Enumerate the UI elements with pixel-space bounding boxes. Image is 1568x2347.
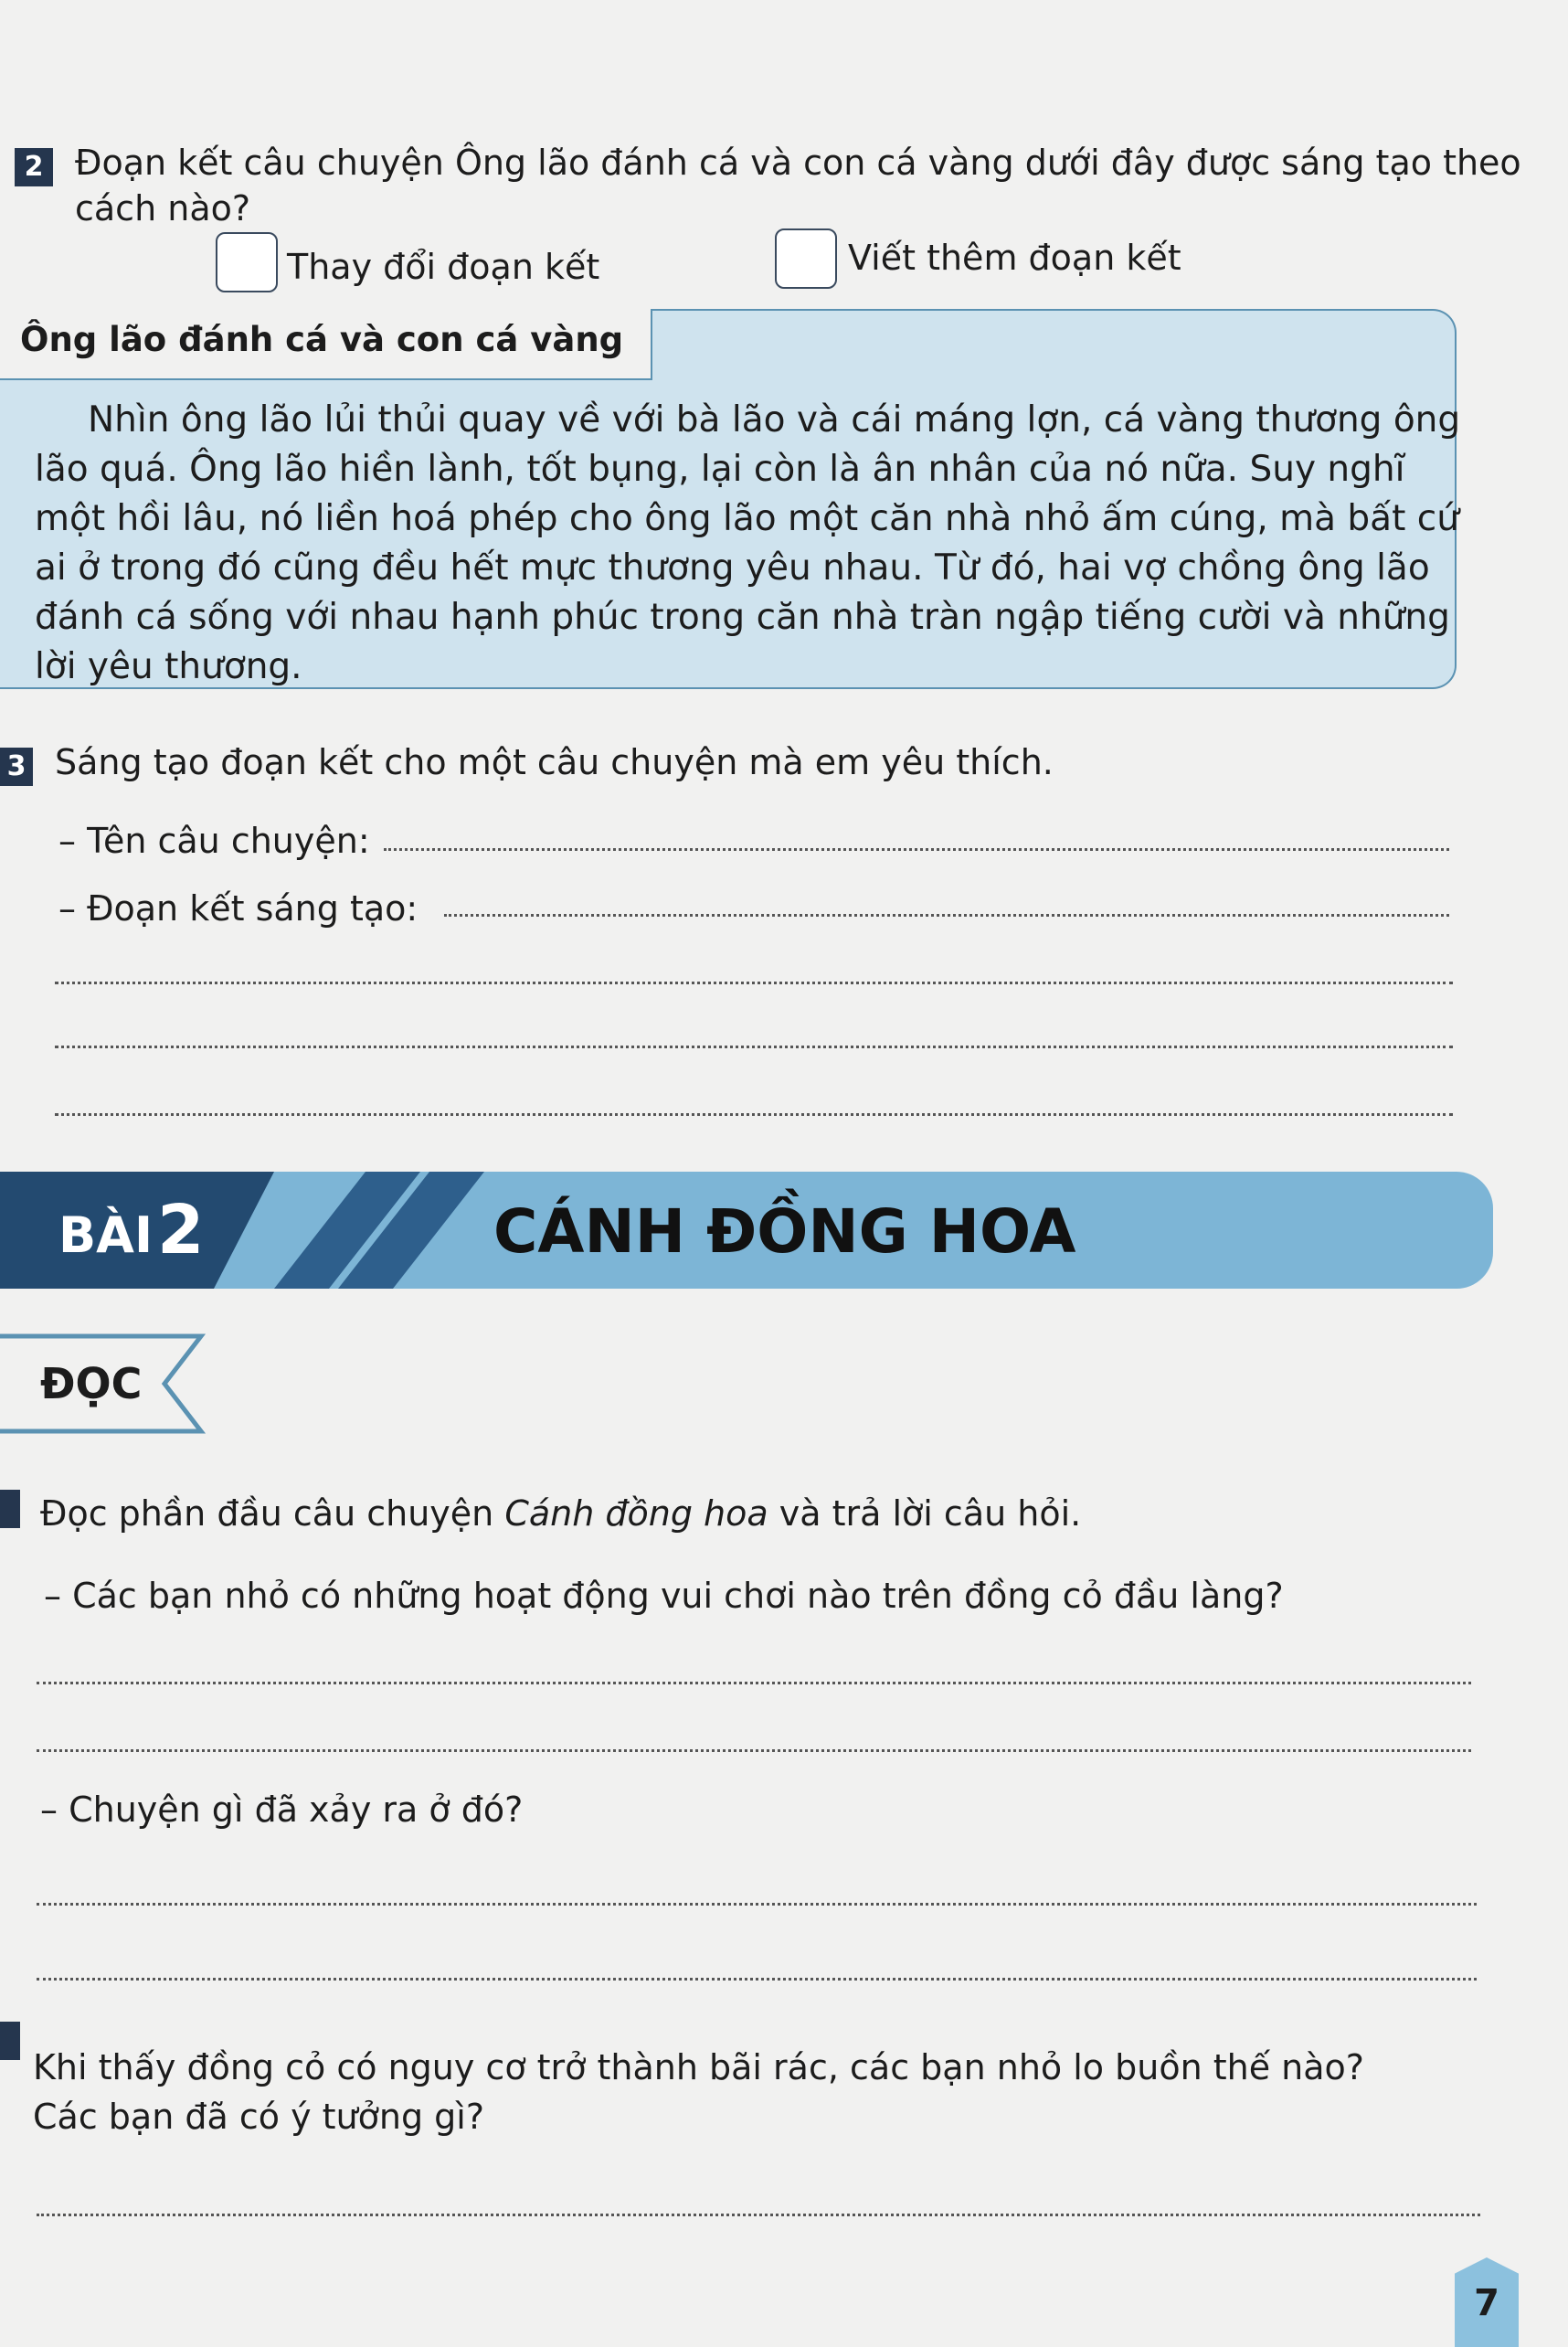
option-label-add-ending: Viết thêm đoạn kết — [848, 238, 1181, 278]
answer-line[interactable] — [55, 1046, 1453, 1048]
question-prompt-continued: Các bạn đã có ý tưởng gì? — [33, 2097, 484, 2137]
question-number-badge — [0, 2022, 20, 2060]
story-line: ai ở trong đó cũng đều hết mực thương yêu nhau. Từ đó, hai vợ chồng ông lão — [35, 547, 1430, 589]
creative-ending-label: – Đoạn kết sáng tạo: — [58, 888, 418, 929]
question-prompt: Sáng tạo đoạn kết cho một câu chuyện mà em yêu thích. — [55, 742, 1054, 782]
question-prompt: Khi thấy đồng cỏ có nguy cơ trở thành bãi rác, các bạn nhỏ lo buồn thế nào? — [33, 2047, 1364, 2087]
answer-line[interactable] — [37, 1978, 1477, 1981]
option-checkbox-add-ending[interactable] — [775, 228, 837, 289]
sub-question: – Các bạn nhỏ có những hoạt động vui chơi nào trên đồng cỏ đầu làng? — [44, 1576, 1284, 1616]
option-label-change-ending: Thay đổi đoạn kết — [287, 247, 600, 287]
lesson-number: 2 — [157, 1191, 205, 1269]
story-name-label: – Tên câu chuyện: — [58, 821, 370, 861]
answer-line[interactable] — [37, 1903, 1477, 1906]
story-line: một hồi lâu, nó liền hoá phép cho ông lão một căn nhà nhỏ ấm cúng, mà bất cứ — [35, 498, 1459, 539]
question-prompt-continued: cách nào? — [75, 188, 251, 228]
story-line: lão quá. Ông lão hiền lành, tốt bụng, lại còn là ân nhân của nó nữa. Suy nghĩ — [35, 449, 1405, 490]
answer-line[interactable] — [55, 1113, 1453, 1116]
question-number-badge — [0, 1490, 20, 1528]
question-number-badge: 3 — [0, 748, 33, 786]
answer-line[interactable] — [37, 2214, 1480, 2216]
lesson-label: BÀI — [58, 1206, 154, 1264]
lesson-title: CÁNH ĐỒNG HOA — [493, 1196, 1076, 1267]
story-line: đánh cá sống với nhau hạnh phúc trong căn nhà tràn ngập tiếng cười và những — [35, 597, 1450, 638]
answer-line[interactable] — [55, 982, 1453, 984]
question-prompt: Đoạn kết câu chuyện Ông lão đánh cá và con cá vàng dưới đây được sáng tạo theo — [75, 143, 1521, 183]
story-line: Nhìn ông lão lủi thủi quay về với bà lão và cái máng lợn, cá vàng thương ông — [88, 399, 1461, 441]
option-checkbox-change-ending[interactable] — [216, 232, 278, 292]
answer-line[interactable] — [444, 914, 1449, 917]
section-title: ĐỌC — [40, 1359, 143, 1408]
page-number: 7 — [1474, 2282, 1499, 2324]
answer-line[interactable] — [37, 1749, 1471, 1752]
sub-question: – Chuyện gì đã xảy ra ở đó? — [40, 1789, 524, 1830]
question-prompt: Đọc phần đầu câu chuyện Cánh đồng hoa và trả lời câu hỏi. — [40, 1493, 1082, 1534]
story-title: Ông lão đánh cá và con cá vàng — [20, 320, 624, 359]
story-name-answer-line[interactable] — [384, 848, 1449, 851]
question-number-badge: 2 — [15, 148, 53, 186]
story-line: lời yêu thương. — [35, 646, 302, 687]
answer-line[interactable] — [37, 1682, 1471, 1684]
